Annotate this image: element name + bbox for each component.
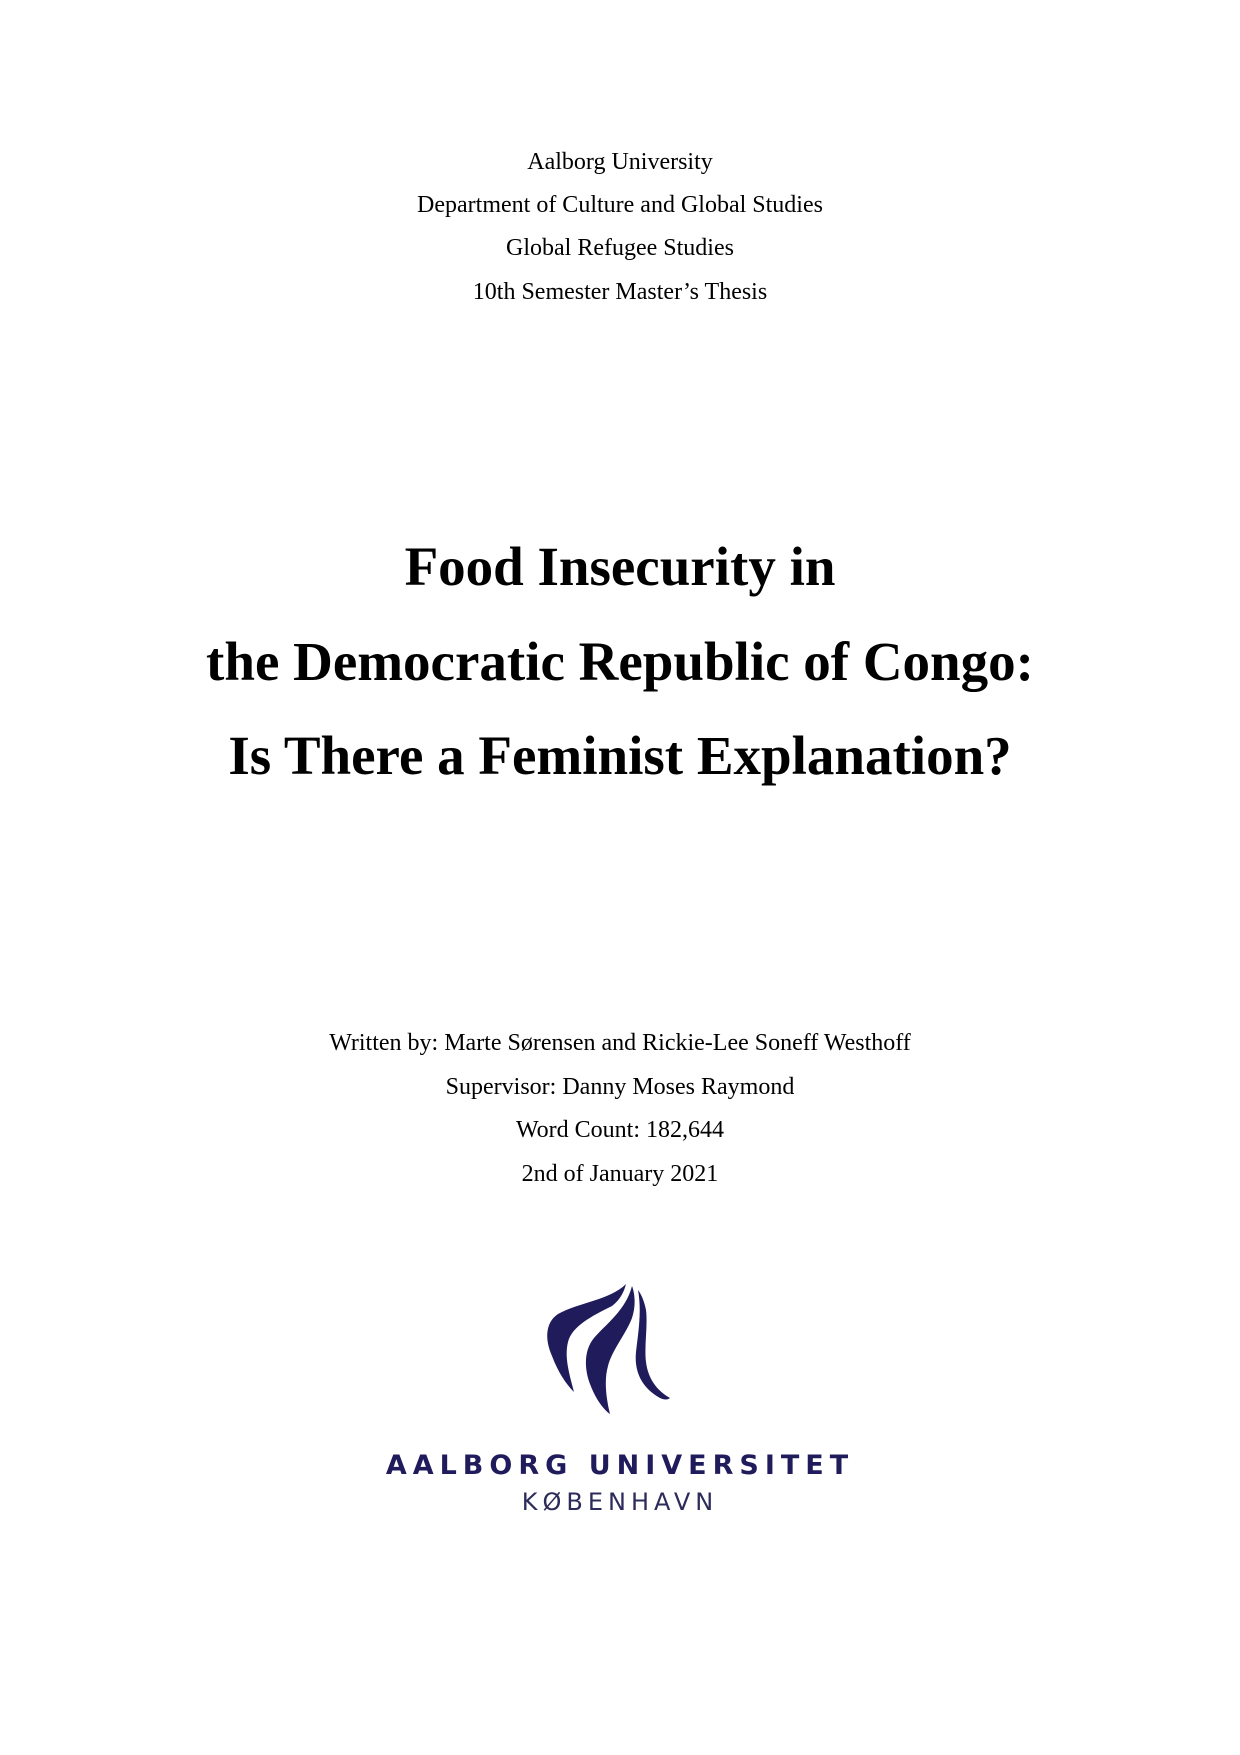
authors: Written by: Marte Sørensen and Rickie-Lee Soneff Westhoff xyxy=(329,1030,911,1056)
thesis-type: 10th Semester Master’s Thesis xyxy=(472,279,768,305)
title-line-1: Food Insecurity in xyxy=(404,536,836,597)
programme-name: Global Refugee Studies xyxy=(506,235,734,261)
submission-date: 2nd of January 2021 xyxy=(521,1161,719,1187)
university-name: Aalborg University xyxy=(527,149,713,175)
word-count: Word Count: 182,644 xyxy=(515,1117,725,1143)
logo-campus-name: KØBENHAVN xyxy=(521,1488,719,1516)
title-line-3: Is There a Feminist Explanation? xyxy=(228,725,1012,786)
title-line-2: the Democratic Republic of Congo: xyxy=(206,631,1034,692)
aalborg-university-logo-icon xyxy=(540,1280,680,1420)
supervisor: Supervisor: Danny Moses Raymond xyxy=(445,1074,795,1100)
logo-university-name: AALBORG UNIVERSITET xyxy=(385,1450,855,1481)
department-name: Department of Culture and Global Studies xyxy=(417,192,823,218)
